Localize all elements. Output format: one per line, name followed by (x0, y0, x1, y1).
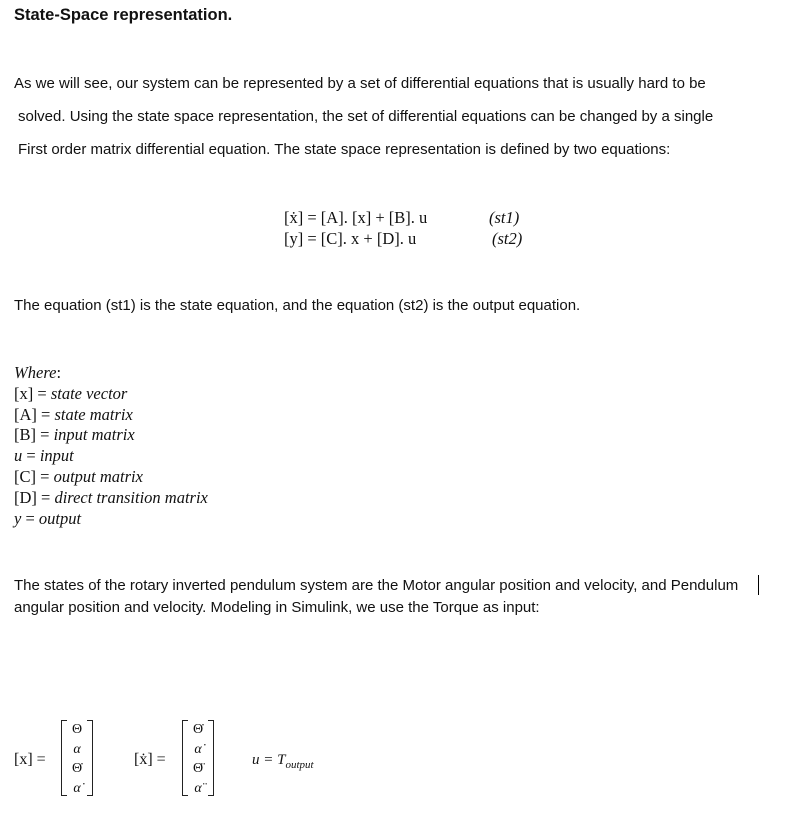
matrix-entry: Θ̇ (192, 722, 204, 737)
matrix-entry: Θ (71, 722, 83, 737)
explanation-text: The equation (st1) is the state equation, and the equation (st2) is the output equation. (14, 297, 581, 314)
matrix-entry: α̇ (194, 741, 202, 757)
where-item: [x] = state vector (14, 383, 128, 403)
text-cursor (758, 575, 759, 595)
input-definition: $u = T_{output}$ (252, 752, 314, 771)
state-equation: [ẋ] = [A]. [x] + [B]. u (284, 208, 428, 227)
output-equation-tag: (st2) (492, 229, 523, 248)
matrix-entry: Θ̇ (71, 761, 83, 776)
where-item: [D] = direct transition matrix (14, 487, 208, 507)
where-item: [A] = state matrix (14, 404, 133, 424)
intro-line-2: solved. Using the state space representation, the set of differential equations can be changed by a single (18, 108, 714, 125)
states-line-2: angular position and velocity. Modeling in Simulink, we use the Torque as input: (14, 599, 540, 616)
output-equation: [y] = [C]. x + [D]. u (284, 229, 417, 248)
matrix-entry: Θ̈ (192, 761, 204, 776)
where-item: [B] = input matrix (14, 425, 135, 445)
where-list (14, 362, 208, 528)
intro-line-3: First order matrix differential equation. The state space representation is defined by two equations: (18, 141, 671, 158)
matrix-entry: α̇ (73, 780, 81, 796)
state-derivative-matrix (182, 720, 214, 796)
state-equation-tag: (st1) (489, 208, 520, 227)
where-item: u = input (14, 446, 74, 466)
state-vector-label: [x] = (14, 751, 46, 768)
intro-line-1: As we will see, our system can be represented by a set of differential equations that is usually hard to be (14, 75, 706, 92)
state-vector-matrix (61, 720, 93, 796)
state-derivative-label: [ẋ] = (134, 751, 166, 768)
where-item: [C] = output matrix (14, 466, 143, 486)
where-item: y = output (14, 508, 82, 528)
states-line-1: The states of the rotary inverted pendulum system are the Motor angular position and velocity, and Pendulum (14, 577, 739, 594)
matrix-entry: α̈ (194, 780, 202, 796)
where-heading: Where: (14, 363, 62, 382)
page-title: State-Space representation. (14, 6, 233, 24)
matrix-entry: α (73, 741, 81, 757)
